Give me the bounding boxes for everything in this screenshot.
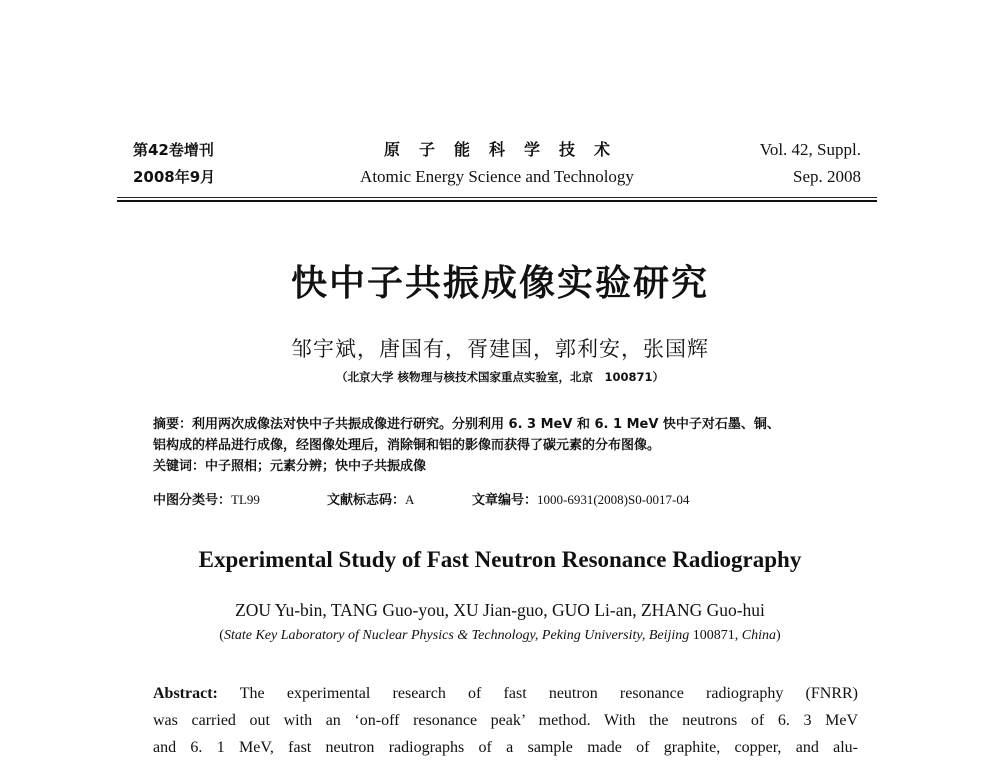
date-en: Sep. 2008	[793, 167, 861, 186]
abstract-en-line-3	[153, 734, 858, 761]
title-en: Experimental Study of Fast Neutron Resonance Radiography	[198, 547, 802, 572]
abstract-en-text-3: and 6. 1 MeV, fast neutron radiographs of a sample made of graphite, copper, and alu-	[153, 739, 858, 756]
journal-name-cn: 原子能科学技术	[383, 140, 629, 159]
abstract-en-text-1: The experimental research of fast neutron resonance radiography (FNRR)	[217, 685, 858, 702]
abstract-en	[153, 680, 858, 761]
clc-value: TL99	[231, 492, 260, 507]
abstract-en-text-2: was carried out with an ‘on-off resonance peak’ method. With the neutrons of 6. 3 MeV	[153, 712, 858, 729]
authors-cn: 邹宇斌，唐国有，胥建国，郭利安，张国辉	[291, 337, 709, 361]
volume-cn: 第42卷增刊	[133, 141, 214, 159]
doc-code-value: A	[405, 492, 415, 507]
header-rule-thin	[117, 197, 877, 198]
running-header-row-2	[133, 167, 861, 189]
running-header-row-1	[133, 140, 861, 162]
header-rule-thick	[117, 200, 877, 202]
abstract-en-line-1	[153, 680, 858, 707]
affiliation-open-paren: (	[219, 628, 224, 643]
affiliation-en-postcode: 100871,	[689, 628, 742, 643]
abstract-cn-label: 摘要：	[153, 417, 193, 432]
doc-code-item	[327, 490, 414, 511]
keywords-cn-label: 关键词：	[153, 459, 206, 474]
affiliation-close-paren: )	[776, 628, 781, 643]
abstract-en-line-2	[153, 707, 858, 734]
authors-en: ZOU Yu-bin, TANG Guo-you, XU Jian-guo, GUO Li-an, ZHANG Guo-hui	[235, 600, 765, 620]
abstract-cn-line-2	[153, 435, 858, 456]
journal-name-en-wrap	[133, 167, 861, 188]
article-no-item	[472, 490, 689, 511]
clc-label: 中图分类号：	[153, 493, 232, 508]
abstract-cn-text-1: 利用两次成像法对快中子共振成像进行研究。分别利用 6. 3 MeV 和 6. 1 MeV 快中子对石墨、铜、	[192, 417, 780, 432]
abstract-cn-line-1	[153, 414, 858, 435]
journal-name-cn-wrap	[133, 140, 861, 161]
article-no-label: 文章编号：	[472, 493, 538, 508]
keywords-cn: 中子照相；元素分辨；快中子共振成像	[205, 459, 427, 474]
clc-item	[153, 490, 260, 511]
affiliation-en-lab: State Key Laboratory of Nuclear Physics & Technology, Peking University, Beijing	[223, 628, 690, 643]
abstract-en-label: Abstract:	[153, 685, 218, 702]
doc-code-label: 文献标志码：	[327, 493, 406, 508]
header-rule	[117, 197, 877, 204]
title-cn: 快中子共振成像实验研究	[290, 263, 709, 304]
affiliation-cn: （北京大学 核物理与核技术国家重点实验室，北京 100871）	[335, 370, 664, 384]
keywords-cn-line	[153, 456, 858, 477]
date-cn: 2008年9月	[133, 168, 216, 186]
volume-en: Vol. 42, Suppl.	[759, 140, 861, 159]
affiliation-en	[0, 627, 1000, 645]
article-no-value: 1000-6931(2008)S0-0017-04	[537, 492, 690, 507]
abstract-cn-text-2: 铝构成的样品进行成像，经图像处理后，消除铜和铝的影像而获得了碳元素的分布图像。	[153, 438, 661, 453]
affiliation-en-country: China	[741, 628, 777, 643]
abstract-cn	[153, 414, 858, 477]
journal-name-en: Atomic Energy Science and Technology	[360, 167, 634, 186]
